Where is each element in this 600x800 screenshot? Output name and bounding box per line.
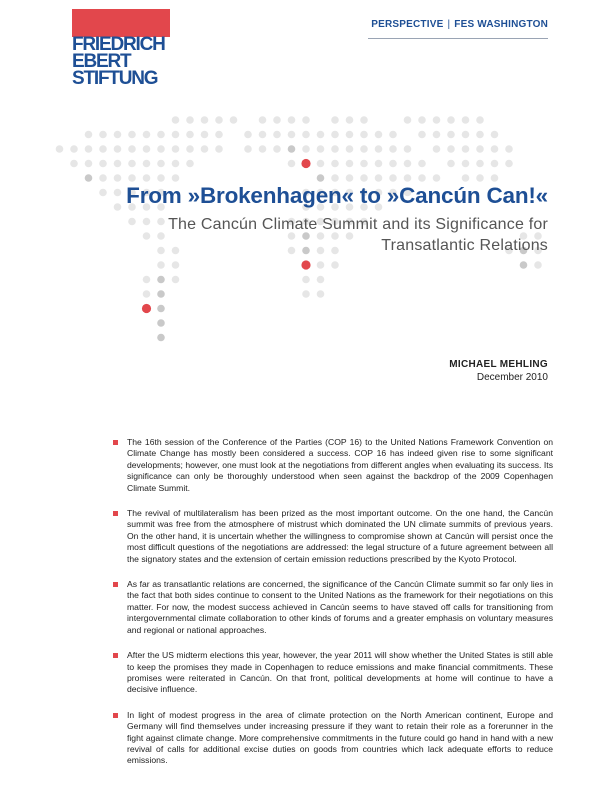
map-dot — [331, 160, 339, 168]
bullet-square-icon — [113, 511, 118, 516]
map-dot — [114, 203, 122, 211]
map-dot — [157, 334, 165, 342]
map-dot — [317, 261, 325, 269]
map-dot — [346, 145, 354, 153]
bullet-square-icon — [113, 653, 118, 658]
map-dot-highlight — [142, 304, 151, 313]
map-dot — [491, 131, 499, 139]
map-dot — [476, 160, 484, 168]
map-dot — [128, 160, 136, 168]
logo-red-block — [72, 9, 170, 37]
map-dot — [404, 160, 412, 168]
map-dot-highlight — [301, 260, 310, 269]
map-dot — [215, 131, 223, 139]
bullet-item — [113, 437, 553, 494]
map-dot — [302, 131, 310, 139]
map-dot — [346, 160, 354, 168]
bullet-text: As far as transatlantic relations are concerned, the significance of the Cancún Climate summit so far only lies in the fact that both sides continue to consent to the United Nations as the framework for their negotiations on this matter. For now, the modest success achieved in Cancún seems to have staved off calls for transitioning from intergovernmental climate collaboration to other kinds of forums and a greater emphasis on voluntary measures and regional or national approaches. — [127, 579, 553, 635]
map-dot — [143, 145, 151, 153]
map-dot — [462, 145, 470, 153]
map-dot — [433, 145, 441, 153]
map-dot — [360, 116, 368, 124]
map-dot — [389, 160, 397, 168]
map-dot — [186, 116, 194, 124]
map-dot — [476, 174, 484, 182]
map-dot — [128, 145, 136, 153]
map-dot-highlight — [301, 159, 310, 168]
map-dot — [85, 174, 93, 182]
map-dot — [128, 131, 136, 139]
map-dot — [404, 116, 412, 124]
map-dot — [302, 116, 310, 124]
map-dot — [389, 131, 397, 139]
map-dot — [360, 145, 368, 153]
map-dot — [143, 174, 151, 182]
map-dot — [201, 145, 209, 153]
map-dot — [346, 131, 354, 139]
map-dot — [389, 145, 397, 153]
map-dot — [186, 160, 194, 168]
bullet-square-icon — [113, 713, 118, 718]
map-dot — [462, 116, 470, 124]
bullet-text: After the US midterm elections this year, however, the year 2011 will show whether the United States is still able to keep the promises they made in Copenhagen to reduce emissions and make financial commitments. These promises were reiterated in Cancún. On that front, political developments at home will continue to have a decisive influence. — [127, 650, 553, 695]
map-dot — [114, 160, 122, 168]
map-dot — [215, 116, 223, 124]
map-dot — [157, 174, 165, 182]
map-dot — [476, 131, 484, 139]
map-dot — [114, 131, 122, 139]
map-dot — [288, 116, 296, 124]
map-dot — [143, 131, 151, 139]
map-dot — [172, 160, 180, 168]
map-dot — [302, 290, 310, 298]
map-dot — [172, 145, 180, 153]
map-dot — [404, 174, 412, 182]
map-dot — [491, 174, 499, 182]
map-dot — [99, 174, 107, 182]
map-dot — [215, 145, 223, 153]
map-dot — [259, 116, 267, 124]
map-dot — [70, 145, 78, 153]
map-dot — [273, 145, 281, 153]
map-dot — [186, 131, 194, 139]
map-dot — [447, 116, 455, 124]
map-dot — [317, 131, 325, 139]
map-dot — [157, 145, 165, 153]
map-dot — [201, 131, 209, 139]
map-dot — [462, 174, 470, 182]
map-dot — [433, 174, 441, 182]
map-dot — [375, 145, 383, 153]
map-dot — [172, 261, 180, 269]
map-dot — [331, 261, 339, 269]
document-subtitle — [128, 214, 548, 256]
map-dot — [433, 116, 441, 124]
subtitle-line-2: Transatlantic Relations — [381, 237, 548, 254]
map-dot — [186, 145, 194, 153]
map-dot — [317, 160, 325, 168]
map-dot — [476, 145, 484, 153]
bullet-text: In light of modest progress in the area of climate protection on the North American continent, Europe and Germany will find themselves under increasing pressure if they want to retain their role as a forerunner in the fight against climate change. More comprehensive commitments in the future could go hand in hand with a new revival of calls for additional excise duties on goods from countries which lack adequate efforts to reduce emissions. — [127, 709, 553, 766]
map-dot — [491, 160, 499, 168]
bullet-square-icon — [113, 582, 118, 587]
map-dot — [302, 145, 310, 153]
subtitle-line-1: The Cancún Climate Summit and its Significance for — [168, 216, 548, 233]
map-dot — [288, 160, 296, 168]
map-dot — [157, 290, 165, 298]
map-dot — [157, 261, 165, 269]
map-dot — [462, 131, 470, 139]
map-dot — [418, 131, 426, 139]
map-dot — [273, 116, 281, 124]
map-dot — [172, 131, 180, 139]
logo-line-2: EBERT — [72, 51, 131, 72]
map-dot — [331, 131, 339, 139]
map-dot — [244, 131, 252, 139]
map-dot — [331, 145, 339, 153]
bullet-square-icon — [113, 440, 118, 445]
map-dot — [447, 160, 455, 168]
map-dot — [375, 160, 383, 168]
map-dot — [201, 116, 209, 124]
map-dot — [317, 290, 325, 298]
map-dot — [157, 131, 165, 139]
map-dot — [172, 276, 180, 284]
map-dot — [114, 174, 122, 182]
bullet-item — [113, 710, 553, 767]
bullet-item — [113, 650, 553, 696]
map-dot — [360, 174, 368, 182]
map-dot — [143, 290, 151, 298]
publication-date: December 2010 — [476, 372, 548, 383]
map-dot — [346, 116, 354, 124]
map-dot — [56, 145, 64, 153]
map-dot — [157, 276, 165, 284]
map-dot — [128, 174, 136, 182]
map-dot — [418, 160, 426, 168]
author-block — [449, 359, 548, 383]
map-dot — [505, 145, 513, 153]
fes-logo — [72, 36, 182, 87]
map-dot — [360, 131, 368, 139]
map-dot — [85, 160, 93, 168]
map-dot — [375, 131, 383, 139]
header-office: FES WASHINGTON — [454, 19, 548, 30]
map-dot — [534, 261, 542, 269]
map-dot — [157, 305, 165, 313]
header-rule — [368, 38, 548, 39]
map-dot — [85, 131, 93, 139]
map-dot — [172, 174, 180, 182]
header-tag — [371, 19, 548, 30]
map-dot — [520, 261, 528, 269]
map-dot — [259, 145, 267, 153]
map-dot — [288, 131, 296, 139]
map-dot — [99, 189, 107, 197]
map-dot — [505, 160, 513, 168]
map-dot — [302, 276, 310, 284]
logo-line-1: FRIEDRICH — [72, 34, 165, 55]
map-dot — [433, 131, 441, 139]
map-dot — [476, 116, 484, 124]
map-dot — [317, 174, 325, 182]
bullet-text: The revival of multilateralism has been prized as the most important outcome. On the one hand, the Cancún summit was free from the atmosphere of mistrust which dominated the UN climate summits of previous years. On the other hand, it is uncertain whether the willingness to compromise shown at Cancún will persist once the most difficult questions of the negotiations are addressed: the legal structure of a future agreement between all the signatory states and the extension of certain emission reductions prescribed by the Kyoto Protocol. — [127, 508, 553, 564]
header-separator: | — [447, 19, 451, 30]
map-dot — [317, 145, 325, 153]
document-title: From »Brokenhagen« to »Cancún Can!« — [126, 183, 548, 208]
map-dot — [389, 174, 397, 182]
header-section: PERSPECTIVE — [371, 19, 444, 30]
map-dot — [259, 131, 267, 139]
logo-line-3: STIFTUNG — [72, 68, 158, 89]
map-dot — [172, 116, 180, 124]
bullet-item — [113, 579, 553, 636]
map-dot — [418, 116, 426, 124]
map-dot — [99, 131, 107, 139]
map-dot — [99, 145, 107, 153]
summary-bullets — [113, 437, 553, 781]
map-dot — [360, 160, 368, 168]
map-dot — [157, 319, 165, 327]
map-dot — [99, 160, 107, 168]
map-dot — [143, 160, 151, 168]
map-dot — [447, 145, 455, 153]
author-name: MICHAEL MEHLING — [449, 359, 548, 370]
map-dot — [157, 160, 165, 168]
map-dot — [418, 174, 426, 182]
map-dot — [447, 131, 455, 139]
map-dot — [244, 145, 252, 153]
map-dot — [114, 189, 122, 197]
map-dot — [462, 160, 470, 168]
map-dot — [491, 145, 499, 153]
map-dot — [230, 116, 238, 124]
bullet-item — [113, 508, 553, 565]
map-dot — [85, 145, 93, 153]
map-dot — [317, 276, 325, 284]
map-dot — [331, 116, 339, 124]
map-dot — [404, 145, 412, 153]
map-dot — [273, 131, 281, 139]
map-dot — [331, 174, 339, 182]
map-dot — [70, 160, 78, 168]
map-dot — [375, 174, 383, 182]
map-dot — [346, 174, 354, 182]
map-dot — [114, 145, 122, 153]
bullet-text: The 16th session of the Conference of the Parties (COP 16) to the United Nations Framework Convention on Climate Change has mostly been considered a success. COP 16 has indeed given rise to some significant developments; however, one must look at the negotiations from different angles when evaluating its success. Its significance can only be thoroughly understood when seen against the backdrop of the 2009 Copenhagen Climate Summit. — [127, 437, 553, 493]
map-dot — [143, 276, 151, 284]
map-dot — [288, 145, 296, 153]
